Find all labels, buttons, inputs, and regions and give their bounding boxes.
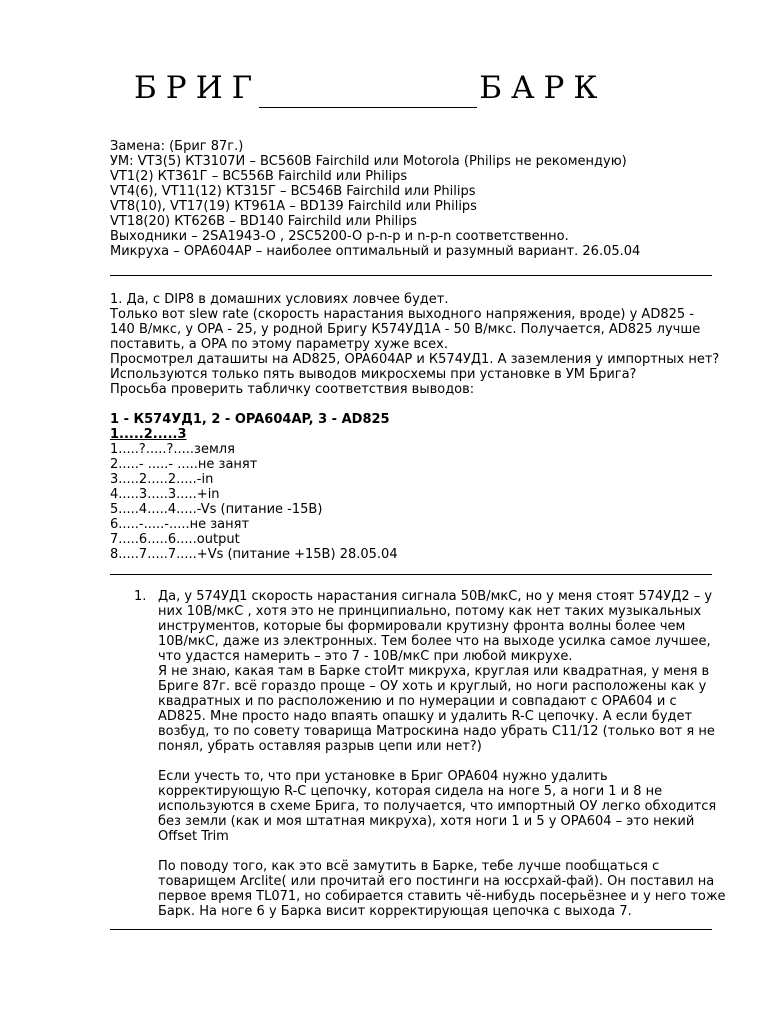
replacement-section — [110, 139, 640, 259]
section2-line: 1. Да, с DIP8 в домашних условиях ловчее будет. — [110, 292, 449, 307]
section2-date: 28.05.04 — [339, 547, 398, 562]
page-title — [134, 68, 606, 108]
divider — [110, 275, 712, 276]
section1-line: УМ: VT3(5) КТ3107И – BC560B Fairchild или Motorola (Philips не рекомендую) — [110, 154, 627, 169]
answer-line: инструментов, которые бы формировали крутизну фронта волны более чем — [158, 619, 686, 634]
section2-line: Используются только пять выводов микросхемы при установке в УМ Брига? — [110, 367, 637, 382]
section2-line: Только вот slew rate (скорость нарастания выходного напряжения, вроде) у AD825 - — [110, 307, 694, 322]
answer-line: Да, у 574УД1 скорость нарастания сигнала 50В/мкС, но у меня стоят 574УД2 – у — [158, 589, 713, 604]
section1-line: Выходники – 2SA1943-O , 2SC5200-O p-n-p и n-p-n соответственно. — [110, 229, 569, 244]
answer-line: По поводу того, как это всё замутить в Барке, тебе лучше пообщаться с — [158, 859, 660, 874]
pin-table-row: 8.....7.....7.....+Vs (питание +15В) — [110, 547, 336, 562]
pin-table-row: 3.....2.....2.....-in — [110, 472, 214, 487]
answer-line: Если учесть то, что при установке в Бриг OPA604 нужно удалить — [158, 769, 608, 784]
section2-line: поставить, а OPA по этому параметру хуже всех. — [110, 337, 448, 352]
title-right: БАРК — [479, 70, 607, 106]
pin-table-row: 5.....4.....4.....-Vs (питание -15В) — [110, 502, 323, 517]
answer-line: товарищем Arclite( или прочитай его постинги на юссрхай-фай). Он поставил на — [158, 874, 715, 889]
pin-table-row: 1.....?.....?.....земля — [110, 442, 235, 457]
list-number: 1. — [134, 589, 147, 604]
answer-line: 10В/мкС, даже из электронных. Тем более что на выходе усилка самое лучшее, — [158, 634, 711, 649]
title-underline — [259, 77, 477, 108]
answer-line: них 10В/мкС , хотя это не принципиально, потому как нет таких музыкальных — [158, 604, 702, 619]
answer-line: Offset Trim — [158, 829, 229, 844]
section1-line: VT8(10), VT17(19) КТ961А – BD139 Fairchild или Philips — [110, 199, 477, 214]
pin-table-header: 1 - К574УД1, 2 - OPA604AP, 3 - AD825 — [110, 412, 390, 427]
section2-line: Просьба проверить табличку соответствия выводов: — [110, 382, 475, 397]
answer-line: понял, убрать оставляя разрыв цепи или нет?) — [158, 739, 482, 754]
divider — [110, 929, 712, 930]
section1-line: VT4(6), VT11(12) КТ315Г – BC546B Fairchild или Philips — [110, 184, 476, 199]
answer-line: AD825. Мне просто надо впаять опашку и удалить R-C цепочку. А если будет — [158, 709, 693, 724]
answer-line: Я не знаю, какая там в Барке стоИт микруха, круглая или квадратная, у меня в — [158, 664, 710, 679]
answer-line: первое время TL071, но собирается ставить чё-нибудь посерьёзнее и у него тоже — [158, 889, 726, 904]
divider — [110, 574, 712, 575]
answer-line: квадратных и по расположению и по нумерации и совпадают с OPA604 и с — [158, 694, 677, 709]
answer-line: без земли (как и моя штатная микруха), хотя ноги 1 и 5 у OPA604 – это некий — [158, 814, 695, 829]
answer-line: корректирующую R-C цепочку, которая сидела на ноге 5, а ноги 1 и 8 не — [158, 784, 663, 799]
answer-line: используются в схеме Брига, то получается, что импортный ОУ легко обходится — [158, 799, 717, 814]
answer-line: Барк. На ноге 6 у Барка висит корректирующая цепочка с выхода 7. — [158, 904, 632, 919]
section1-line: VT18(20) КТ626В – BD140 Fairchild или Philips — [110, 214, 417, 229]
section2-line: 140 В/мкс, у OPA - 25, у родной Бригу К574УД1А - 50 В/мкс. Получается, AD825 лучше — [110, 322, 701, 337]
pin-table-row: 7.....6.....6.....output — [110, 532, 240, 547]
title-left: БРИГ — [134, 70, 262, 106]
section1-line: Замена: (Бриг 87г.) — [110, 139, 244, 154]
answer-line: что удастся намерить – это 7 - 10В/мкС при любой микрухе. — [158, 649, 573, 664]
section1-line: Микруха – OPA604AP – наиболее оптимальный и разумный вариант. 26.05.04 — [110, 244, 641, 259]
pin-table-row: 6.....-.....-.....не занят — [110, 517, 250, 532]
answer-line: Бриге 87г. всё гораздо проще – ОУ хоть и круглый, но ноги расположены как у — [158, 679, 707, 694]
question-section — [110, 292, 719, 562]
pin-table-row: 4.....3.....3.....+in — [110, 487, 220, 502]
pin-table-columns: 1.....2.....3 — [110, 427, 187, 442]
pin-table-row: 2.....- .....- .....не занят — [110, 457, 258, 472]
section2-line: Просмотрел даташиты на AD825, OPA604AP и К574УД1. А заземления у импортных нет? — [110, 352, 720, 367]
answer-line: возбуд, то по совету товарища Матроскина надо убрать С11/12 (только вот я не — [158, 724, 715, 739]
section1-line: VT1(2) КТ361Г – BC556B Fairchild или Philips — [110, 169, 408, 184]
